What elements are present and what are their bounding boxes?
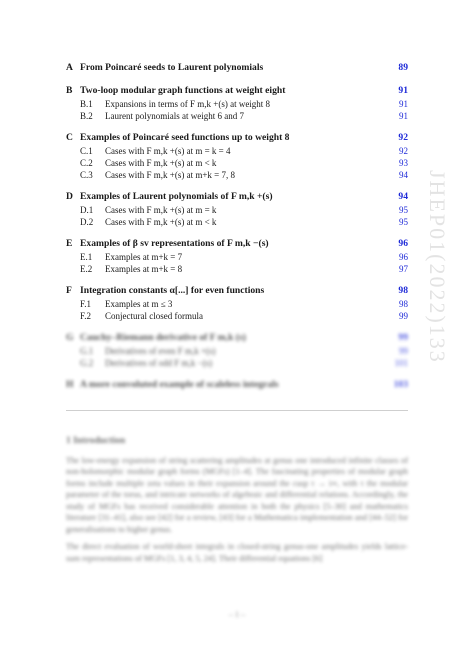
- toc-page-link[interactable]: 103: [393, 379, 408, 390]
- toc-section-title: Examples of Laurent polynomials of F m,k +(s): [80, 191, 273, 202]
- toc-section-h[interactable]: [66, 379, 408, 393]
- paragraph: The direct evaluation of world-sheet integrals in closed-string genus-one amplitudes yields lattice-sum representations of MGFs [1, 3, 4, 5, 24]. Their differential equations [6]: [66, 542, 408, 563]
- toc-page-link[interactable]: 94: [399, 170, 408, 180]
- toc-subsection-number: C.2: [80, 158, 93, 168]
- toc-subsection-number: B.1: [80, 99, 93, 109]
- section-heading: 1 Introduction: [66, 435, 126, 446]
- toc-section-title: A more convoluted example of scaleless integrals: [80, 379, 279, 390]
- toc-section-letter: F: [66, 285, 72, 296]
- toc-subsection[interactable]: [66, 99, 408, 111]
- toc-subsection-number: G.2: [80, 358, 94, 368]
- toc-subsection[interactable]: [66, 346, 408, 358]
- toc-subsection[interactable]: [66, 252, 408, 264]
- toc-page-link[interactable]: 96: [398, 238, 408, 249]
- toc-subsection-number: G.1: [80, 346, 94, 356]
- toc-section-title: From Poincaré seeds to Laurent polynomials: [80, 62, 264, 73]
- toc-page-link[interactable]: 98: [399, 299, 408, 309]
- toc-section-g[interactable]: [66, 332, 408, 346]
- toc-section-letter: E: [66, 238, 73, 249]
- toc-page-link[interactable]: 101: [394, 358, 408, 368]
- toc-page-link[interactable]: 95: [399, 205, 408, 215]
- toc-page-link[interactable]: 96: [399, 252, 408, 262]
- toc-section-b[interactable]: [66, 85, 408, 99]
- toc-subsection-title: Cases with F m,k +(s) at m < k: [105, 217, 217, 227]
- toc-page-link[interactable]: 91: [399, 99, 408, 109]
- toc-section-c[interactable]: [66, 132, 408, 146]
- toc-subsection-title: Laurent polynomials at weight 6 and 7: [105, 111, 244, 121]
- toc-subsection[interactable]: [66, 264, 408, 276]
- toc-subsection-title: Derivatives of even F m,k +(s): [105, 346, 216, 356]
- toc-section-letter: H: [66, 379, 74, 390]
- toc-subsection-number: F.1: [80, 299, 92, 309]
- table-of-contents: [66, 62, 408, 393]
- toc-subsection-number: D.1: [80, 205, 94, 215]
- toc-subsection-title: Examples at m ≤ 3: [105, 299, 173, 309]
- toc-subsection-title: Cases with F m,k +(s) at m < k: [105, 158, 217, 168]
- toc-page-link[interactable]: 99: [399, 346, 408, 356]
- paragraph: The low-energy expansion of string scattering amplitudes at genus one introduced infinite classes of non-holomorphic modular graph forms (MGFs) [1–4]. The fascinating properties of modular graph forms include multiple zeta values in their expansion around the cusp τ → i∞, with τ the modular parameter of the torus, and intricate networks of algebraic and differential relations. Accordingly, the study of MGFs has received considerable attention in both the physics [5–30] and mathematics literature [31–41], also see [42] for a review, [43] for a Mathematica implementation and [44–52] for generalisations to higher genus.: [66, 455, 408, 534]
- toc-subsection-title: Expansions in terms of F m,k +(s) at weight 8: [105, 99, 271, 109]
- toc-subsection-number: C.1: [80, 146, 93, 156]
- journal-watermark: JHEP01(2022)133: [425, 170, 450, 364]
- toc-subsection-number: E.1: [80, 252, 93, 262]
- toc-subsection[interactable]: [66, 217, 408, 229]
- toc-page-link[interactable]: 92: [399, 146, 408, 156]
- toc-section-d[interactable]: [66, 191, 408, 205]
- toc-subsection-number: D.2: [80, 217, 94, 227]
- toc-subsection-title: Derivatives of odd F m,k −(s): [105, 358, 213, 368]
- toc-subsection[interactable]: [66, 158, 408, 170]
- toc-subsection[interactable]: [66, 205, 408, 217]
- toc-subsection[interactable]: [66, 146, 408, 158]
- toc-section-letter: G: [66, 332, 74, 343]
- toc-section-a[interactable]: [66, 62, 408, 76]
- toc-section-letter: D: [66, 191, 73, 202]
- toc-subsection-number: F.2: [80, 311, 92, 321]
- toc-section-letter: C: [66, 132, 73, 143]
- toc-page-link[interactable]: 89: [398, 62, 408, 73]
- toc-page-link[interactable]: 95: [399, 217, 408, 227]
- toc-page-link[interactable]: 98: [398, 285, 408, 296]
- toc-subsection[interactable]: [66, 170, 408, 182]
- toc-subsection-number: C.3: [80, 170, 93, 180]
- toc-subsection-title: Examples at m+k = 7: [105, 252, 183, 262]
- toc-page-link[interactable]: 97: [399, 264, 408, 274]
- toc-section-title: Cauchy–Riemann derivative of F m,k (s): [80, 332, 246, 343]
- toc-section-f[interactable]: [66, 285, 408, 299]
- toc-subsection-number: B.2: [80, 111, 93, 121]
- toc-section-e[interactable]: [66, 238, 408, 252]
- toc-subsection-title: Examples at m+k = 8: [105, 264, 183, 274]
- toc-section-title: Two-loop modular graph functions at weight eight: [80, 85, 286, 96]
- toc-section-letter: B: [66, 85, 73, 96]
- toc-subsection-title: Cases with F m,k +(s) at m = k = 4: [105, 146, 231, 156]
- toc-subsection[interactable]: [66, 358, 408, 370]
- toc-page-link[interactable]: 99: [399, 311, 408, 321]
- toc-section-title: Examples of β sv representations of F m,k −(s): [80, 238, 269, 249]
- toc-section-title: Examples of Poincaré seed functions up to weight 8: [80, 132, 290, 143]
- toc-subsection-title: Cases with F m,k +(s) at m+k = 7, 8: [105, 170, 235, 180]
- toc-subsection-number: E.2: [80, 264, 93, 274]
- toc-page-link[interactable]: 99: [398, 332, 408, 343]
- toc-subsection[interactable]: [66, 311, 408, 323]
- page-number: – 1 –: [229, 610, 245, 619]
- toc-page-link[interactable]: 92: [398, 132, 408, 143]
- toc-subsection[interactable]: [66, 299, 408, 311]
- body-text: [66, 435, 408, 570]
- toc-divider: [66, 410, 408, 411]
- toc-section-title: Integration constants α[...] for even functions: [80, 285, 265, 296]
- toc-section-letter: A: [66, 62, 73, 73]
- toc-subsection-title: Conjectural closed formula: [105, 311, 203, 321]
- toc-subsection[interactable]: [66, 111, 408, 123]
- toc-page-link[interactable]: 94: [398, 191, 408, 202]
- toc-page-link[interactable]: 91: [398, 85, 408, 96]
- toc-subsection-title: Cases with F m,k +(s) at m = k: [105, 205, 217, 215]
- toc-page-link[interactable]: 91: [399, 111, 408, 121]
- toc-page-link[interactable]: 93: [399, 158, 408, 168]
